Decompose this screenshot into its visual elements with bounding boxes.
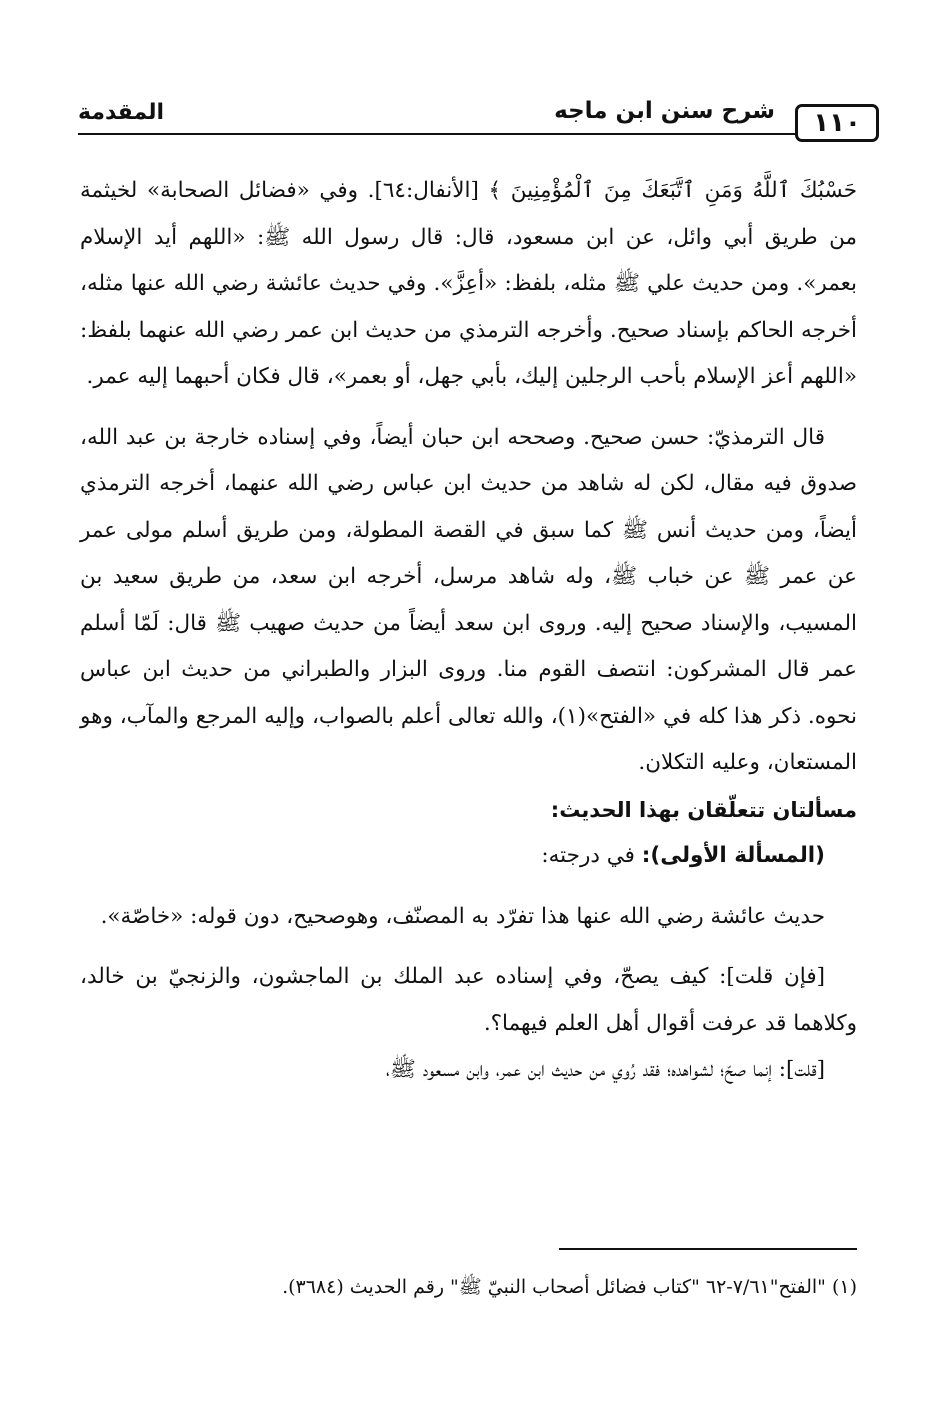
paragraph-4-label: [فإن قلت]:: [719, 964, 825, 989]
issue-1-line: [80, 833, 857, 880]
issue-1-label: (المسألة الأولى):: [641, 843, 825, 868]
paragraph-5: [80, 1047, 857, 1094]
issue-1-text: في درجته:: [541, 843, 642, 868]
paragraph-4: [80, 954, 857, 1047]
paragraph-1: حَسْبُكَ ٱللَّهُ وَمَنِ ٱتَّبَعَكَ مِنَ ٱلْمُؤْمِنِينَ ﴾ [الأنفال:٦٤]. وفي «فضائل الصحابة» لخيثمة من طريق أبي وائل، عن ابن مسعود، قال: قال رسول الله ﷺ: «اللهم أيد الإسلام بعمر». ومن حديث علي ﷺ مثله، بلفظ: «أعِزَّ». وفي حديث عائشة رضي الله عنها مثله، أخرجه الحاكم بإسناد صحيح. وأخرجه الترمذي من حديث ابن عمر رضي الله عنهما بلفظ: «اللهم أعز الإسلام بأحب الرجلين إليك، بأبي جهل، أو بعمر»، قال فكان أحبهما إليه عمر.: [80, 178, 857, 389]
paragraph-4-text: كيف يصحّ، وفي إسناده عبد الملك بن الماجشون، والزنجيّ بن خالد، وكلاهما قد عرفت أقوال أهل العلم فيهما؟.: [80, 964, 857, 1036]
page-number: ١١٠: [795, 104, 879, 142]
book-title: شرح سنن ابن ماجه: [554, 98, 775, 124]
paragraph-5-text: إنما صحّ؛ لشواهده؛ فقد رُوي من حديث ابن عمر، وابن مسعود ﷺ،: [385, 1057, 779, 1082]
running-header: [78, 92, 879, 154]
paragraph-3: حديث عائشة رضي الله عنها هذا تفرّد به المصنّف، وهوصحيح، دون قوله: «خاصّة».: [100, 903, 825, 929]
footnote: (١) "الفتح"٧/٦١-٦٢ "كتاب فضائل أصحاب النبيّ ﷺ" رقم الحديث (٣٦٨٤).: [282, 1276, 857, 1298]
issues-heading: مسألتان تتعلّقان بهذا الحديث:: [550, 797, 857, 822]
header-rule: [78, 133, 797, 135]
paragraph-5-label: [قلت]:: [778, 1057, 825, 1082]
paragraph-2: قال الترمذيّ: حسن صحيح. وصححه ابن حبان أيضاً، وفي إسناده خارجة بن عبد الله، صدوق فيه مقال، لكن له شاهد من حديث ابن عباس رضي الله عنهما، أخرجه الترمذي أيضاً، ومن حديث أنس ﷺ كما سبق في القصة المطولة، ومن طريق أسلم مولى عمر عن عمر ﷺ عن خباب ﷺ، وله شاهد مرسل، أخرجه ابن سعد، من طريق سعيد بن المسيب، والإسناد صحيح إليه. وروى ابن سعد أيضاً من حديث صهيب ﷺ قال: لَمّا أسلم عمر قال المشركون: انتصف القوم منا. وروى البزار والطبراني من حديث ابن عباس نحوه. ذكر هذا كله في «الفتح»(١)، والله تعالى أعلم بالصواب، وإليه المرجع والمآب، وهو المستعان، وعليه التكلان.: [80, 424, 857, 775]
section-title: المقدمة: [78, 100, 165, 125]
footnote-rule: [559, 1248, 857, 1250]
body-text: [80, 168, 857, 1094]
